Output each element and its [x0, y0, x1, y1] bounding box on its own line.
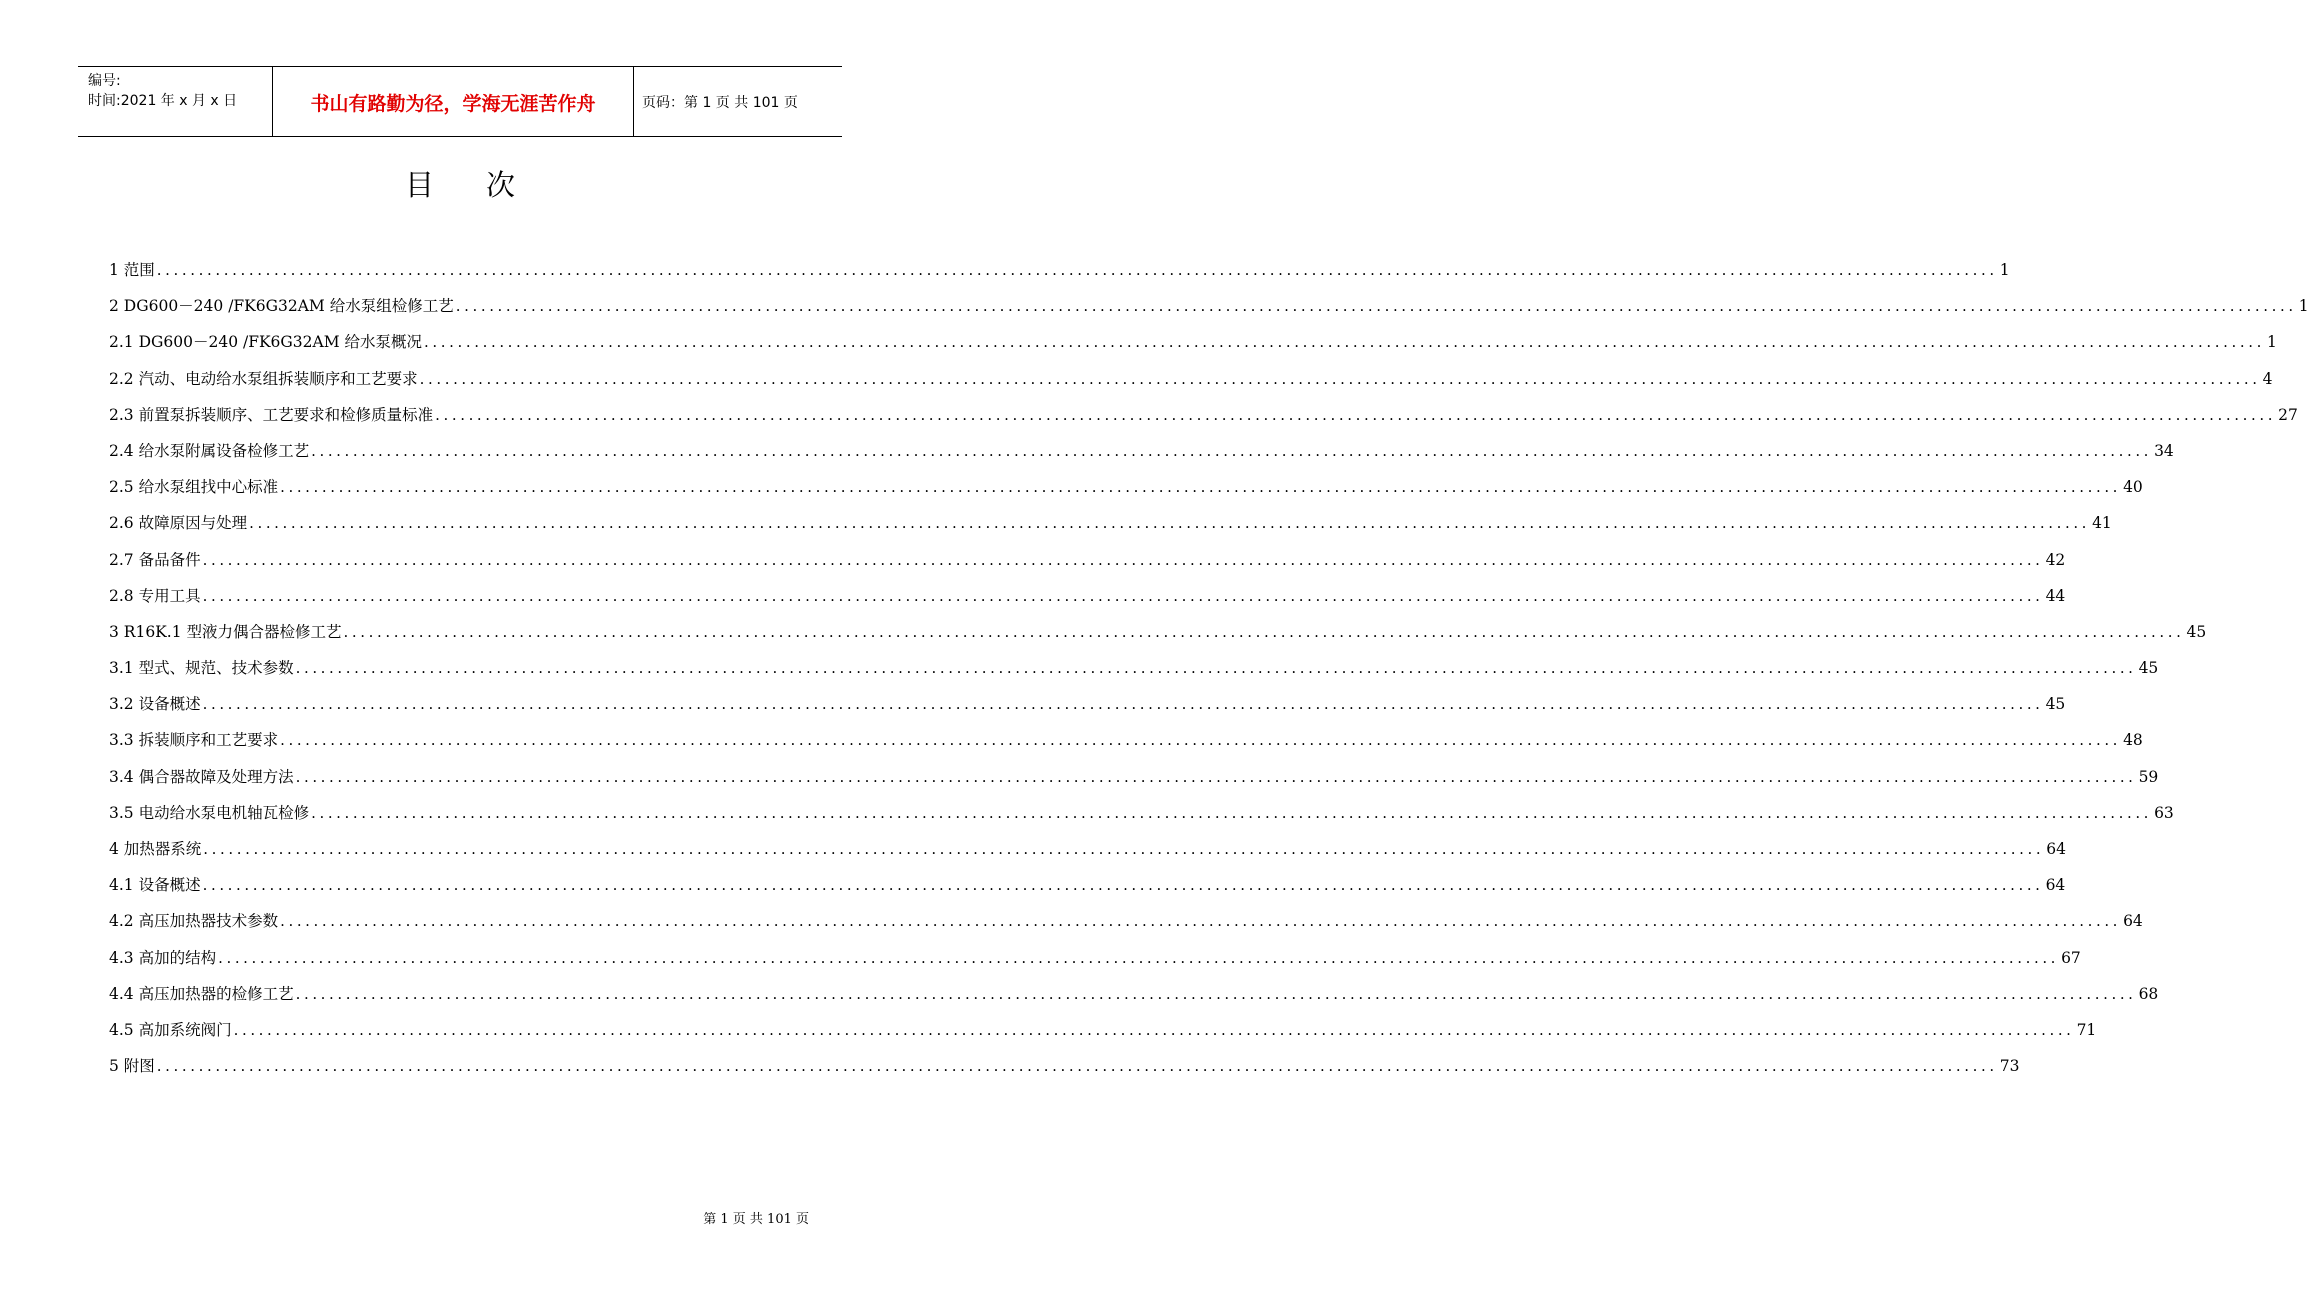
toc-entry-title: 3.1 型式、规范、技术参数	[109, 659, 294, 678]
toc-entry-title: 4.2 高压加热器技术参数	[109, 912, 279, 931]
toc-dot-leader: ............................................................................................................................................................................................................................	[295, 984, 2137, 1003]
toc-entry[interactable]	[109, 548, 2066, 584]
toc-entry[interactable]	[109, 294, 2309, 330]
toc-dot-leader: ............................................................................................................................................................................................................................	[156, 1057, 1998, 1076]
toc-entry-title: 4.5 高加系统阀门	[109, 1020, 232, 1039]
toc-entry[interactable]	[109, 475, 2143, 511]
toc-entry-page: 45	[2138, 659, 2159, 678]
toc-entry-page: 68	[2138, 984, 2159, 1003]
toc-entry[interactable]	[109, 728, 2143, 764]
toc-entry[interactable]	[109, 765, 2159, 801]
toc-entry-title: 2.2 汽动、电动给水泵组拆装顺序和工艺要求	[109, 369, 418, 388]
document-time-label: 时间:2021 年 x 月 x 日	[88, 93, 238, 109]
toc-entry[interactable]	[109, 258, 2010, 294]
toc-dot-leader: ............................................................................................................................................................................................................................	[156, 261, 1998, 279]
toc-dot-leader: ............................................................................................................................................................................................................................	[203, 840, 2045, 858]
header-motto: 书山有路勤为径，学海无涯苦作舟	[310, 93, 596, 115]
document-number-label: 编号:	[88, 73, 121, 89]
toc-entry[interactable]	[109, 692, 2066, 728]
toc-entry-page: 63	[2154, 803, 2174, 822]
toc-entry[interactable]	[109, 439, 2174, 475]
header-motto-cell	[273, 67, 634, 136]
toc-entry-page: 45	[2186, 622, 2207, 641]
toc-entry[interactable]	[109, 837, 2067, 873]
toc-dot-leader: ............................................................................................................................................................................................................................	[455, 297, 2297, 316]
toc-entry-title: 3.3 拆装顺序和工艺要求	[109, 731, 279, 750]
toc-entry-page: 1	[2298, 297, 2309, 316]
toc-dot-leader: ............................................................................................................................................................................................................................	[202, 586, 2044, 605]
toc-entry-title: 4.3 高加的结构	[109, 948, 217, 967]
toc-entry-title: 3 R16K.1 型液力偶合器检修工艺	[109, 622, 342, 641]
toc-entry-title: 4 加热器系统	[109, 840, 202, 858]
toc-dot-leader: ............................................................................................................................................................................................................................	[311, 441, 2153, 460]
toc-entry-page: 44	[2045, 586, 2066, 605]
toc-entry-page: 64	[2045, 876, 2066, 895]
toc-dot-leader: ............................................................................................................................................................................................................................	[435, 405, 2277, 424]
toc-dot-leader: ............................................................................................................................................................................................................................	[419, 369, 2261, 388]
toc-entry-title: 2.3 前置泵拆装顺序、工艺要求和检修质量标准	[109, 405, 434, 424]
page-header	[78, 66, 842, 137]
toc-entry-page: 67	[2061, 948, 2081, 967]
toc-entry[interactable]	[109, 982, 2159, 1018]
toc-entry-page: 73	[1999, 1057, 2020, 1076]
toc-entry-title: 3.4 偶合器故障及处理方法	[109, 767, 294, 786]
header-page-cell	[634, 67, 842, 136]
toc-entry-title: 2.4 给水泵附属设备检修工艺	[109, 441, 310, 460]
toc-entry-title: 2.8 专用工具	[109, 586, 201, 605]
toc-entry[interactable]	[109, 367, 2273, 403]
toc-entry-title: 2 DG600－240 /FK6G32AM 给水泵组检修工艺	[109, 297, 454, 316]
toc-entry[interactable]	[109, 873, 2066, 909]
toc-entry-page: 34	[2154, 441, 2174, 460]
toc-entry-title: 1 范围	[109, 261, 155, 279]
toc-entry-page: 40	[2123, 478, 2143, 497]
toc-dot-leader: ............................................................................................................................................................................................................................	[295, 767, 2137, 786]
toc-entry[interactable]	[109, 801, 2174, 837]
toc-entry-page: 64	[2123, 912, 2143, 931]
toc-entry[interactable]	[109, 620, 2207, 656]
toc-entry[interactable]	[109, 1054, 2020, 1090]
toc-entry-page: 71	[2076, 1020, 2097, 1039]
table-of-contents	[109, 258, 2309, 1090]
toc-entry[interactable]	[109, 584, 2066, 620]
toc-entry-title: 3.2 设备概述	[109, 695, 201, 714]
toc-entry-title: 4.1 设备概述	[109, 876, 201, 895]
toc-dot-leader: ............................................................................................................................................................................................................................	[280, 478, 2122, 497]
toc-dot-leader: ............................................................................................................................................................................................................................	[280, 912, 2122, 931]
toc-dot-leader: ............................................................................................................................................................................................................................	[424, 333, 2265, 352]
toc-entry-page: 45	[2045, 695, 2066, 714]
toc-entry-page: 64	[2046, 840, 2067, 858]
toc-dot-leader: ............................................................................................................................................................................................................................	[202, 695, 2044, 714]
toc-entry[interactable]	[109, 511, 2112, 547]
toc-entry-title: 5 附图	[109, 1057, 155, 1076]
toc-entry[interactable]	[109, 909, 2143, 945]
toc-entry-page: 1	[2266, 333, 2277, 352]
toc-entry-page: 41	[2092, 514, 2112, 533]
header-meta-cell	[78, 67, 273, 136]
toc-entry[interactable]	[109, 403, 2298, 439]
toc-dot-leader: ............................................................................................................................................................................................................................	[202, 876, 2044, 895]
toc-entry[interactable]	[109, 656, 2159, 692]
page-footer: 第 1 页 共 101 页	[703, 1212, 809, 1227]
toc-dot-leader: ............................................................................................................................................................................................................................	[295, 659, 2137, 678]
toc-entry-title: 3.5 电动给水泵电机轴瓦检修	[109, 803, 310, 822]
toc-dot-leader: ............................................................................................................................................................................................................................	[202, 550, 2044, 569]
toc-entry-title: 2.7 备品备件	[109, 550, 201, 569]
toc-entry-title: 4.4 高压加热器的检修工艺	[109, 984, 294, 1003]
toc-entry[interactable]	[109, 946, 2081, 982]
toc-entry[interactable]	[109, 1018, 2097, 1054]
toc-entry[interactable]	[109, 330, 2277, 366]
toc-dot-leader: ............................................................................................................................................................................................................................	[233, 1020, 2075, 1039]
toc-entry-page: 4	[2262, 369, 2273, 388]
toc-entry-title: 2.5 给水泵组找中心标准	[109, 478, 279, 497]
toc-entry-title: 2.1 DG600－240 /FK6G32AM 给水泵概况	[109, 333, 422, 352]
toc-dot-leader: ............................................................................................................................................................................................................................	[280, 731, 2122, 750]
toc-dot-leader: ............................................................................................................................................................................................................................	[311, 803, 2153, 822]
toc-entry-page: 1	[1999, 261, 2010, 279]
page-title: 目次	[404, 168, 567, 202]
toc-dot-leader: ............................................................................................................................................................................................................................	[249, 514, 2091, 533]
toc-dot-leader: ............................................................................................................................................................................................................................	[218, 948, 2060, 967]
toc-entry-page: 42	[2045, 550, 2066, 569]
toc-entry-title: 2.6 故障原因与处理	[109, 514, 248, 533]
toc-dot-leader: ............................................................................................................................................................................................................................	[343, 622, 2185, 641]
toc-entry-page: 59	[2138, 767, 2159, 786]
toc-entry-page: 48	[2123, 731, 2143, 750]
header-page-info: 页码：第 1 页 共 101 页	[642, 95, 798, 111]
toc-entry-page: 27	[2278, 405, 2298, 424]
